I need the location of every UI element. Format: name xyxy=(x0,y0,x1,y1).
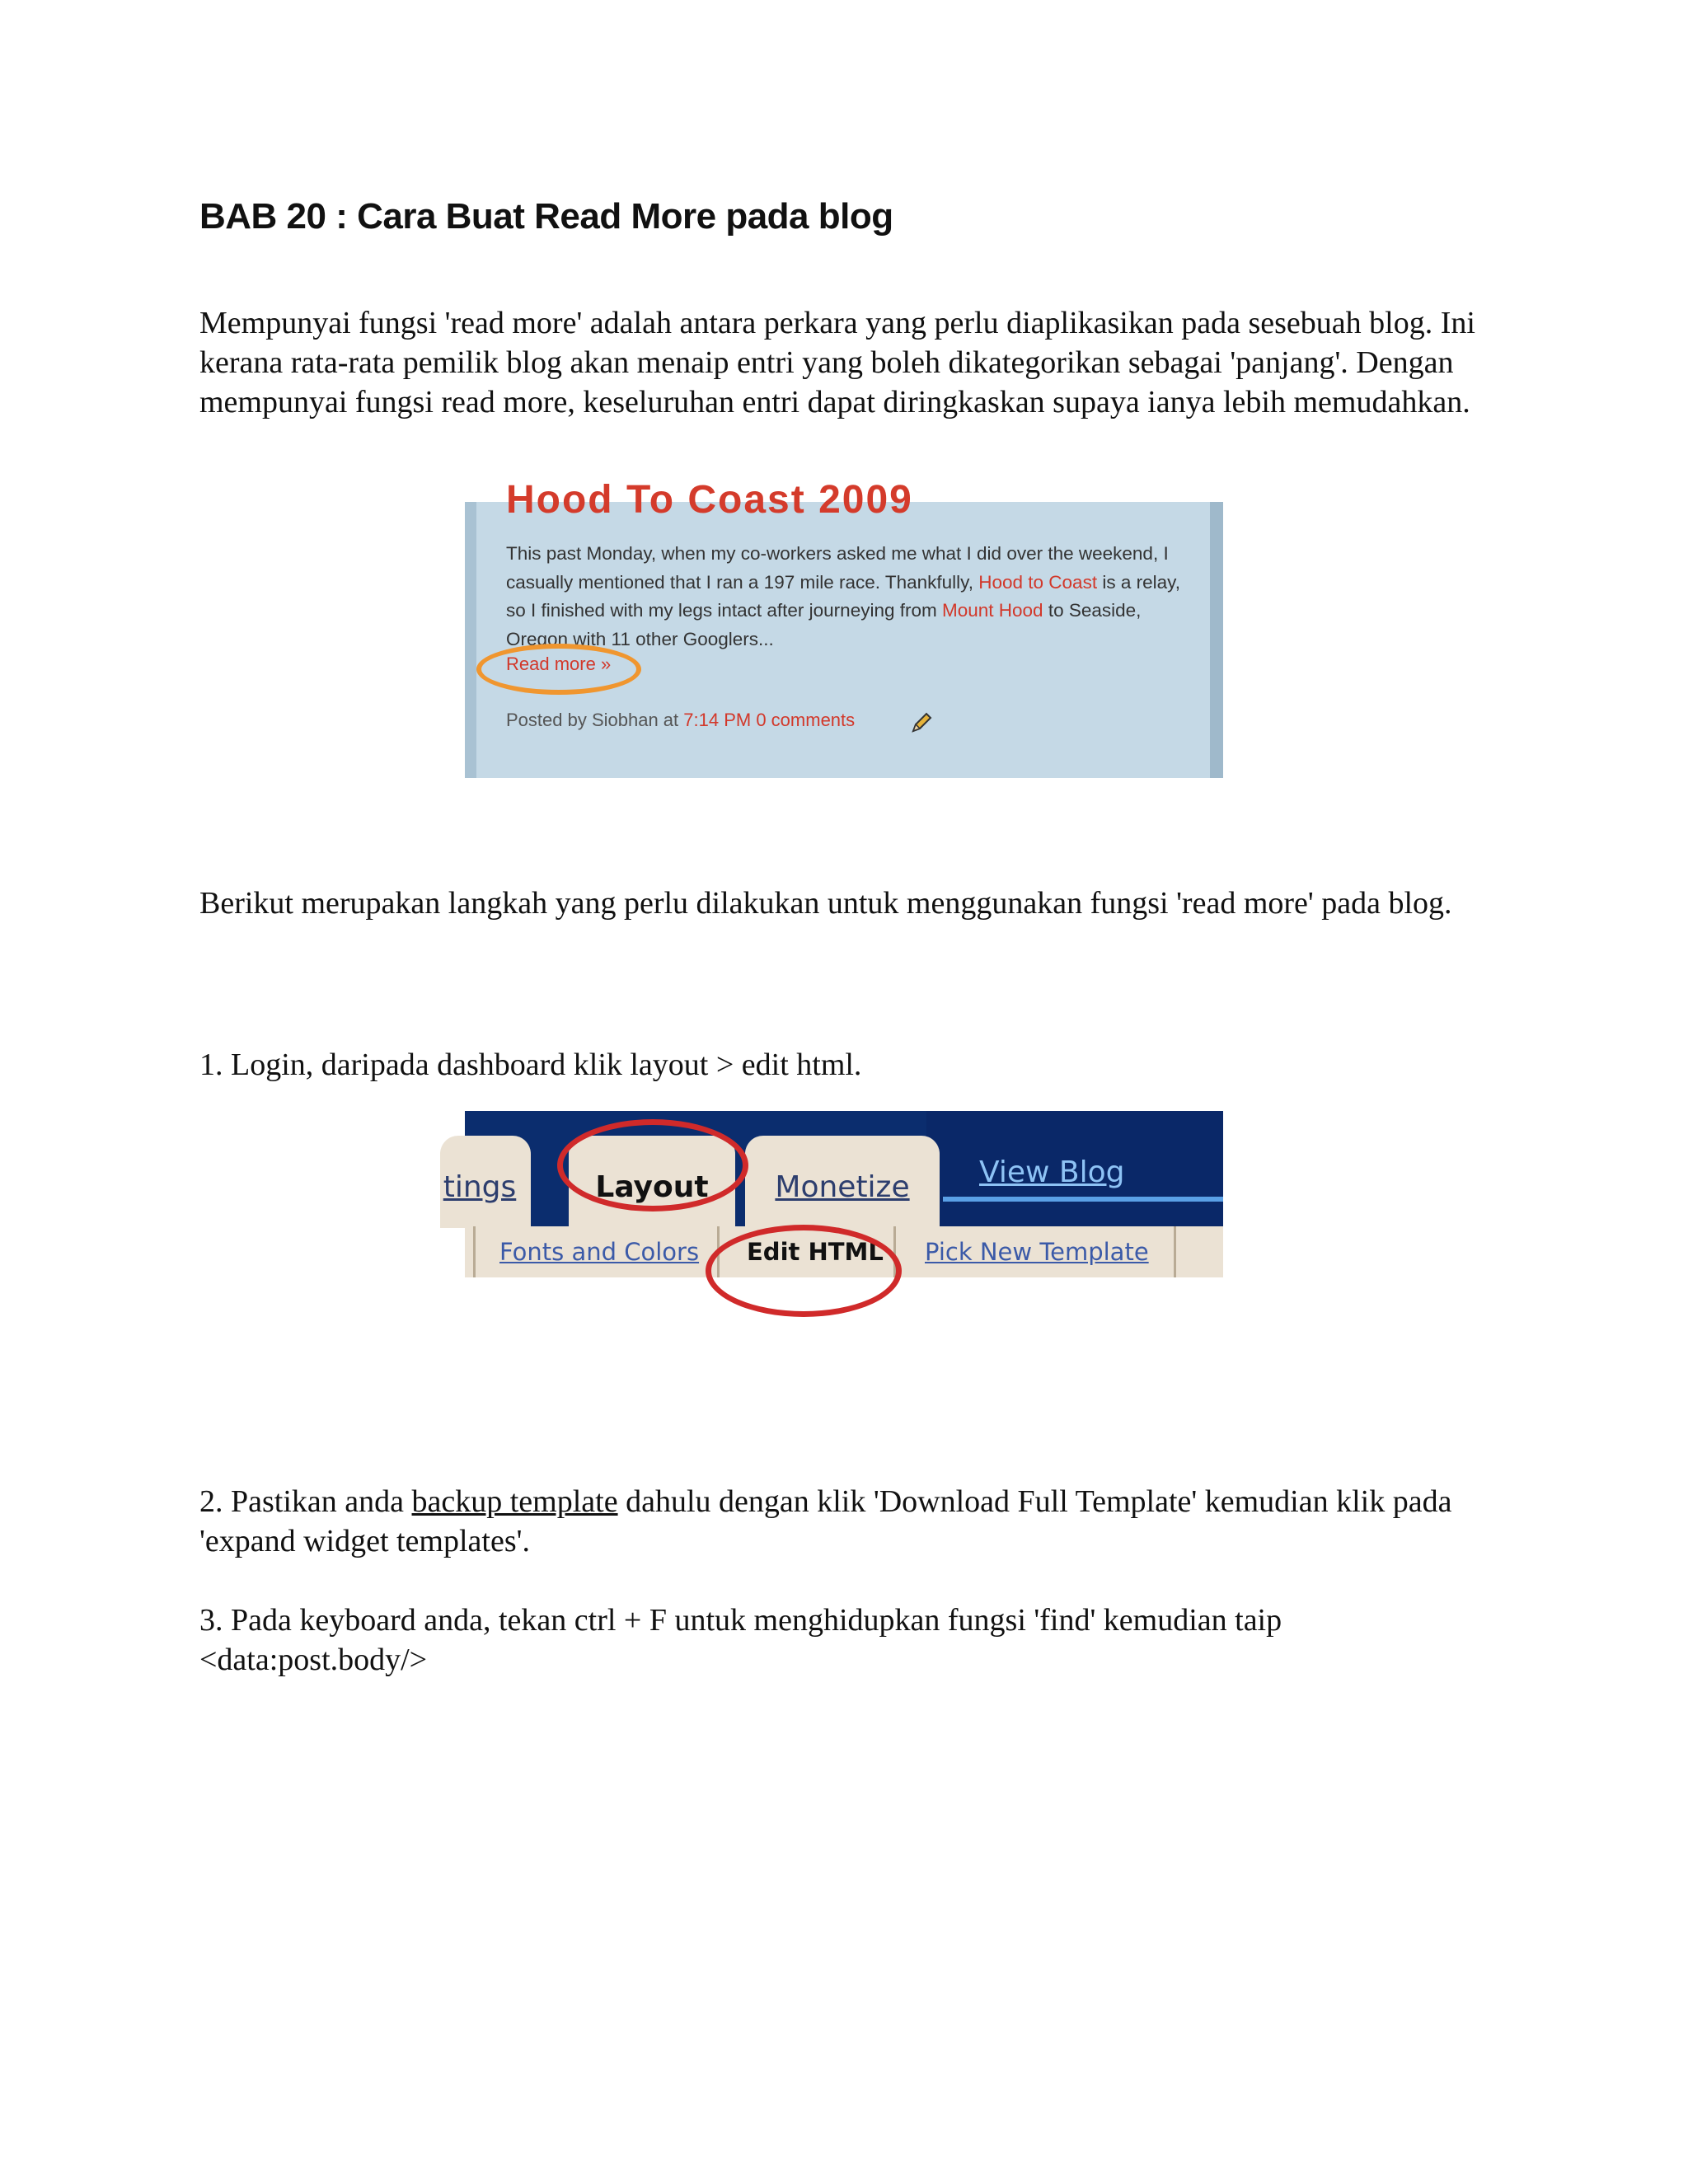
view-blog-link[interactable]: View Blog xyxy=(979,1155,1125,1189)
step-3 xyxy=(199,1601,1502,1680)
blogger-tabs-screenshot xyxy=(443,1111,1223,1277)
mount-hood-link[interactable]: Mount Hood xyxy=(941,600,1043,621)
navbar-accent-line xyxy=(943,1197,1223,1202)
intro-paragraph: Mempunyai fungsi 'read more' adalah antara perkara yang perlu diaplikasikan pada sesebuah blog. Ini kerana rata-rata pemilik blog akan menaip entri yang boleh dikategorikan sebagai 'panjang'. Dengan mempunyai fungsi read more, keseluruhan entri dapat diringkaskan supaya ianya lebih memudahkan. xyxy=(199,306,1475,419)
step-2-text: dahulu dengan klik 'Download Full Template' kemudian klik pada 'expand widget templates'. xyxy=(199,1484,1452,1558)
blog-post-text: is a relay, so I finished with my legs intact after journeying from xyxy=(506,571,1180,621)
code-snippet: <data:post.body/> xyxy=(199,1643,428,1677)
step-3-text: 3. Pada keyboard anda, tekan ctrl + F untuk menghidupkan fungsi 'find' kemudian taip xyxy=(199,1603,1282,1638)
read-more-link[interactable]: Read more » xyxy=(506,654,612,674)
edit-pencil-icon[interactable] xyxy=(908,711,933,736)
blog-post-text: This past Monday, when my co-workers asked me what I did over the weekend, I casually mentioned that I ran a 197 mile race. Thankfully, xyxy=(506,543,1169,593)
screenshot-edge-right xyxy=(1210,502,1223,778)
page-title: BAB 20 : Cara Buat Read More pada blog xyxy=(199,196,893,237)
highlight-ring-edit-html xyxy=(706,1225,902,1317)
read-more-example-screenshot xyxy=(465,478,1223,778)
step-2 xyxy=(199,1482,1502,1561)
blog-post-footer xyxy=(506,710,855,731)
tab-layout[interactable]: Layout xyxy=(569,1136,735,1228)
step-2-text: 2. Pastikan anda xyxy=(199,1484,412,1519)
steps-intro-paragraph: Berikut merupakan langkah yang perlu dilakukan untuk menggunakan fungsi 'read more' pada blog. xyxy=(199,886,1452,921)
post-time-link[interactable]: 7:14 PM xyxy=(683,710,752,730)
highlight-circle xyxy=(476,644,641,695)
screenshot-edge-left xyxy=(465,502,476,778)
tab-monetize[interactable]: Monetize xyxy=(745,1136,940,1228)
backup-template-link[interactable]: backup template xyxy=(411,1484,618,1519)
subtab-separator xyxy=(473,1226,476,1277)
posted-by-text: Posted by Siobhan at xyxy=(506,710,684,730)
subtab-separator xyxy=(1174,1226,1176,1277)
blog-post-title: Hood To Coast 2009 xyxy=(506,478,913,522)
tab-settings[interactable]: tings xyxy=(440,1136,531,1228)
subtab-pick-new-template[interactable]: Pick New Template xyxy=(925,1238,1149,1266)
blog-post-body xyxy=(506,540,1182,654)
blog-post-text: to Seaside, Oregon with 11 other Googlers... xyxy=(506,600,1142,649)
highlight-ring-layout xyxy=(557,1119,748,1212)
subtab-fonts-and-colors[interactable]: Fonts and Colors xyxy=(499,1238,700,1266)
comments-link[interactable]: 0 comments xyxy=(756,710,856,730)
subtab-edit-html[interactable]: Edit HTML xyxy=(747,1238,884,1266)
step-1: 1. Login, daripada dashboard klik layout > edit html. xyxy=(199,1047,862,1082)
hood-to-coast-link[interactable]: Hood to Coast xyxy=(978,571,1098,593)
